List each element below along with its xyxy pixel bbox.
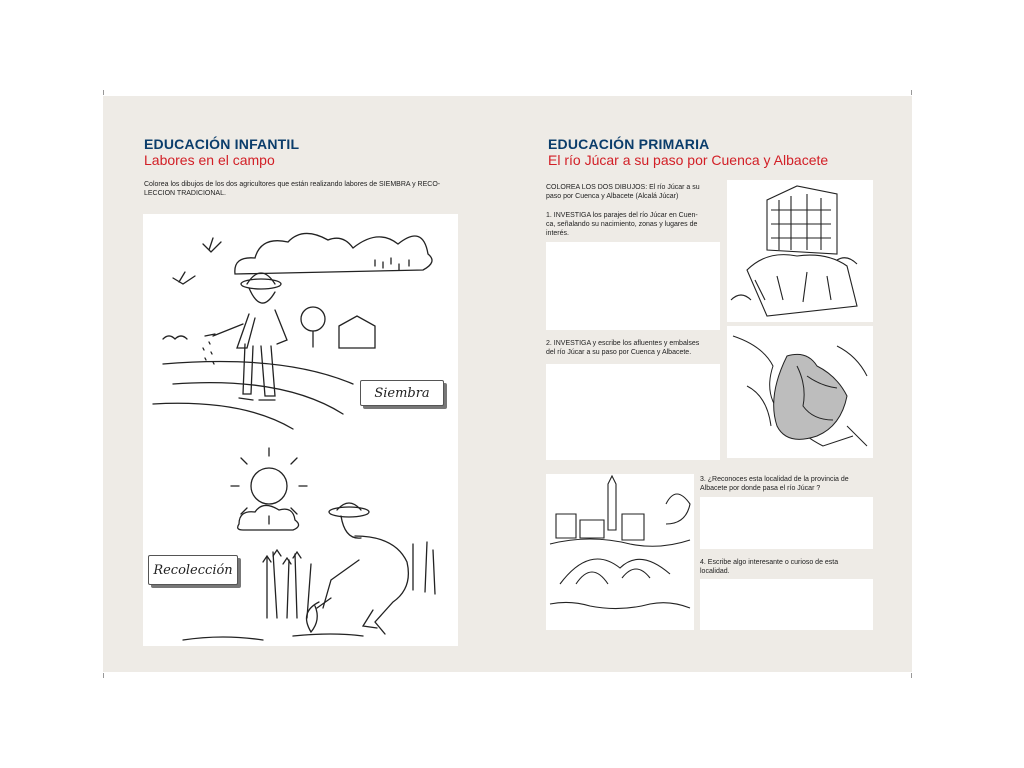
question-line: ca, señalando su nacimiento, zonas y lugares de (546, 221, 698, 228)
left-instructions (144, 180, 484, 198)
question-line: 2. INVESTIGA y escribe los afluentes y embalses (546, 340, 700, 347)
question-line: del río Júcar a su paso por Cuenca y Albacete. (546, 349, 692, 356)
question-line: interés. (546, 230, 569, 237)
question-1 (546, 211, 726, 238)
left-instructions-line: Colorea los dibujos de los dos agricultores que están realizando labores de SIEMBRA y RECO- (144, 181, 441, 188)
question-line: 4. Escribe algo interesante o curioso de esta (700, 559, 839, 566)
cuenca-hanging-houses-illustration (727, 180, 873, 322)
right-heading: EDUCACIÓN PRIMARIA (548, 136, 710, 152)
alcala-del-jucar-illustration (546, 474, 694, 630)
intro-line: COLOREA LOS DOS DIBUJOS: El río Júcar a su (546, 184, 700, 191)
left-subheading: Labores en el campo (144, 152, 275, 168)
crop-mark (103, 90, 104, 95)
crop-mark (103, 673, 104, 678)
question-3 (700, 475, 880, 493)
label-sowing: Siembra (360, 380, 444, 406)
label-harvest: Recolección (148, 555, 238, 585)
answer-box-2[interactable] (546, 364, 720, 460)
jucar-river-map (727, 326, 873, 458)
answer-box-4[interactable] (700, 579, 873, 630)
question-2 (546, 339, 726, 357)
harvest-illustration (143, 440, 458, 646)
question-line: localidad. (700, 568, 730, 575)
crop-mark (911, 673, 912, 678)
right-subheading: El río Júcar a su paso por Cuenca y Albacete (548, 152, 829, 168)
answer-box-3[interactable] (700, 497, 873, 549)
question-line: Albacete por donde pasa el río Júcar ? (700, 485, 821, 492)
question-4 (700, 558, 880, 576)
intro-line: paso por Cuenca y Albacete (Alcalá Júcar) (546, 193, 679, 200)
right-intro (546, 183, 726, 201)
question-line: 1. INVESTIGA los parajes del río Júcar en Cuen- (546, 212, 698, 219)
crop-mark (911, 90, 912, 95)
left-instructions-line: LECCION TRADICIONAL. (144, 190, 226, 197)
left-heading: EDUCACIÓN INFANTIL (144, 136, 300, 152)
question-line: 3. ¿Reconoces esta localidad de la provincia de (700, 476, 849, 483)
answer-box-1[interactable] (546, 242, 720, 330)
